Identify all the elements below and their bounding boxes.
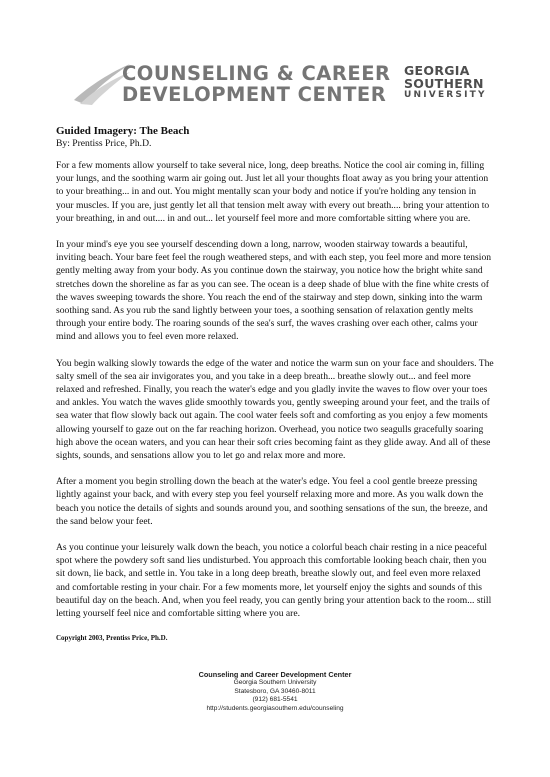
center-logo-text xyxy=(122,63,391,105)
footer-phone: (912) 681-5541 xyxy=(252,696,298,704)
document-byline: By: Prentiss Price, Ph.D. xyxy=(56,138,152,149)
paragraph-5: As you continue your leisurely walk down the beach, you notice a colorful beach chair resting in a nice peaceful spot where the powdery soft sand lies undisturbed. You approach this comfortable looking beach chair, then you sit down, lie back, and settle in. You take in a long deep breath, breathe slowly out, and feel even more relaxed and comfortable resting in your chair. For a few moments more, let yourself enjoy the sights and sounds of this beautiful day on the beach. And, when you feel ready, you can gently bring your attention back to the room... still letting yourself feel nice and comfortable sitting where you are. xyxy=(56,542,492,620)
paragraph-2: In your mind's eye you see yourself descending down a long, narrow, wooden stairway towards a beautiful, inviting beach. Your bare feet feel the rough weathered steps, and with each step, you feel more and more tension gently melting away from your body. As you continue down the stairway, you notice how the bright white sand stretches down the shoreline as far as you can see. The ocean is a deep shade of blue with the fine white crests of the waves sweeping towards the shore. You reach the end of the stairway and step down, sinking into the warm soothing sand. As you rub the sand lightly between your toes, a soothing sensation of relaxation gently melts through your entire body. The roaring sounds of the sea's surf, the waves crashing over each other, calms your mind and allows you to feel even more relaxed. xyxy=(56,239,492,343)
footer-contact xyxy=(150,670,400,713)
paragraph-3: You begin walking slowly towards the edge of the water and notice the warm sun on your face and shoulders. The salty smell of the sea air invigorates you, and you take in a deep breath... breathe slowly out... and feel more relaxed and refreshed. Finally, you reach the water's edge and you gladly invite the waves to flow over your toes and ankles. You watch the waves glide smoothly towards you, gently sweeping around your feet, and the trails of sea water that flow slowly back out again. The cool water feels soft and comforting as you enjoy a few moments allowing yourself to gaze out on the far reaching horizon. Overhead, you notice two seagulls gracefully soaring high above the ocean waters, and you can hear their soft cries becoming faint as they glide away. And all of these sights, sounds, and sensations allow you to let go and relax more and more. xyxy=(56,357,494,462)
university-logo xyxy=(404,64,486,101)
footer-org: Counseling and Career Development Center xyxy=(198,670,352,679)
document-body xyxy=(56,125,496,643)
footer-url[interactable]: http://students.georgiasouthern.edu/counseling xyxy=(206,704,344,712)
university-logo-line-3: UNIVERSITY xyxy=(404,90,487,100)
paragraph-4: After a moment you begin strolling down the beach at the water's edge. You feel a cool gentle breeze pressing lightly against your back, and with every step you feel yourself relaxing more and more. As you walk down the beach you notice the details of sights and sounds around you, and soothing sensations of the sun, the breeze, and the sand below your feet. xyxy=(56,476,488,527)
logo-line-1: COUNSELING & CAREER xyxy=(122,62,391,85)
document-title: Guided Imagery: The Beach xyxy=(56,125,190,137)
university-logo-line-2: SOUTHERN xyxy=(404,76,484,91)
footer-address: Statesboro, GA 30460-8011 xyxy=(234,687,316,695)
logo-line-2: DEVELOPMENT CENTER xyxy=(122,83,387,106)
paragraph-1: For a few moments allow yourself to take several nice, long, deep breaths. Notice the cool air coming in, filling your lungs, and the soothing warm air going out. Just let all your thoughts float away as you bring your attention to your breathing... in and out. You might mentally scan your body and notice if you're holding any tension in your muscles. If you are, just gently let all that tension melt away with every out breath.... bring your attention to your breathing, in and out.... in and out... let yourself feel more and more comfortable sitting where you are. xyxy=(56,160,490,224)
letterhead xyxy=(72,60,486,110)
university-logo-line-1: GEORGIA xyxy=(404,63,470,78)
copyright-notice: Copyright 2003, Prentiss Price, Ph.D. xyxy=(56,634,168,643)
footer-university: Georgia Southern University xyxy=(233,679,317,686)
